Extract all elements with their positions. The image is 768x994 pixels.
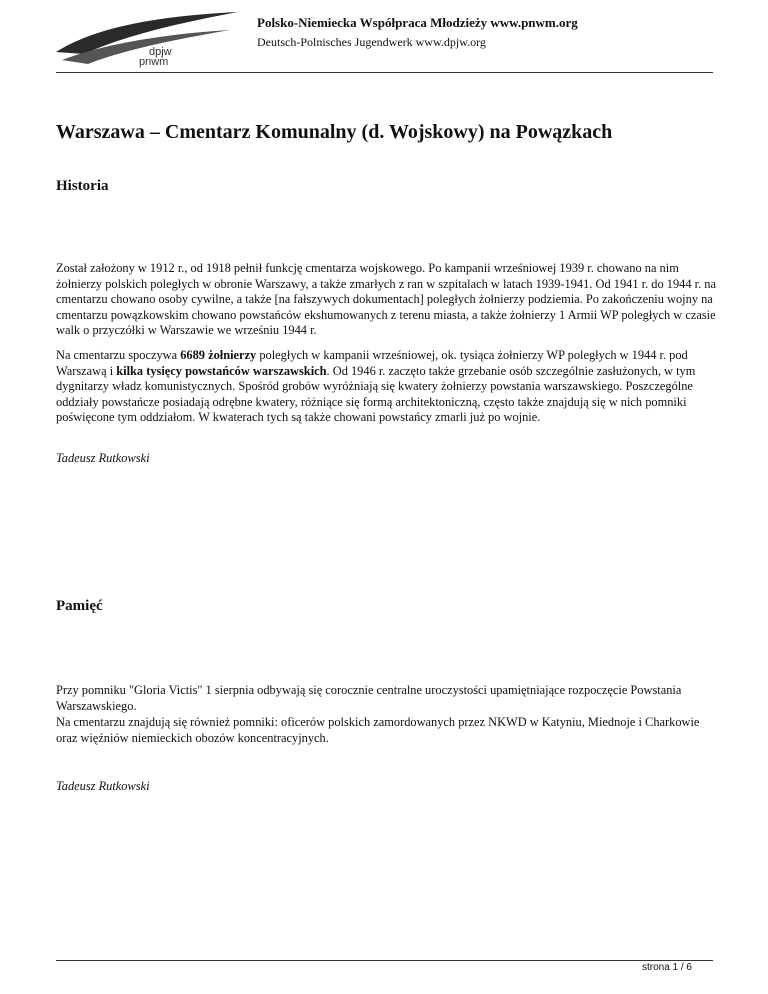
logo-text-dpjw: dpjw (149, 46, 172, 58)
header-title: Polsko-Niemiecka Współpraca Młodzieży www.pnwm.org (257, 15, 578, 30)
paragraph-history-2: Na cmentarzu spoczywa 6689 żołnierzy poległych w kampanii wrześniowej, ok. tysiąca żołnierzy WP poległych w 1944 r. pod Warszawą i kilka tysięcy powstańców warszawskich. Od 1946 r. zaczęto także grzebanie osób szczególnie zasłużonych, w tym dygnitarzy władz komunistycznych. Spośród grobów wyróżniają się kwatery żołnierzy powstania warszawskiego. Poszczególne oddziały powstańcze posiadają odrębne kwatery, różniące się formą architektoniczną, często także znajdują się w nich pomniki poświęcone tym oddziałom. W kwaterach tych są także chowani powstańcy zmarli już po wojnie. (56, 348, 696, 425)
page-title: Warszawa – Cmentarz Komunalny (d. Wojskowy) na Powązkach (56, 121, 613, 143)
logo-text-pnwm: pnwm (139, 56, 169, 68)
footer-divider (56, 960, 713, 961)
paragraph-history-1: Został założony w 1912 r., od 1918 pełnił funkcję cmentarza wojskowego. Po kampanii wrześniowej 1939 r. chowano na nim żołnierzy polskich poległych w obronie Warszawy, a także zmarłych z ran w szpitalach w latach 1939-1941. Od 1941 r. do 1944 r. na cmentarzu chowano osoby cywilne, a także [na fałszywych dokumentach] poległych żołnierzy podziemia. Po zakończeniu wojny na cmentarzu powązkowskim chowano powstańców ekshumowanych z terenu miasta, a także żołnierzy 1 Armii WP poległych w czasie walk o przyczółki w Warszawie we wrześniu 1944 r. (56, 261, 716, 338)
emphasis-insurgents: kilka tysięcy powstańców warszawskich (116, 363, 327, 378)
paragraph-memory-2: Na cmentarzu znajdują się również pomniki: oficerów polskich zamordowanych przez NKWD w Katyniu, Miednoje i Charkowie oraz więźniów niemieckich obozów koncentracyjnych. (56, 715, 700, 745)
author-signature: Tadeusz Rutkowski (56, 779, 150, 793)
section-heading-pamiec: Pamięć (56, 598, 103, 614)
page-number: strona 1 / 6 (641, 962, 692, 973)
paragraph-memory-1: Przy pomniku "Gloria Victis" 1 sierpnia odbywają się corocznie centralne uroczystości upamiętniające rozpoczęcie Powstania Warszawskiego. (56, 683, 682, 713)
header-divider (56, 72, 713, 73)
author-signature: Tadeusz Rutkowski (56, 451, 150, 465)
header-subtitle: Deutsch-Polnisches Jugendwerk www.dpjw.org (257, 35, 486, 49)
emphasis-soldiers-count: 6689 żołnierzy (180, 348, 257, 362)
logo (54, 8, 240, 70)
section-heading-historia: Historia (56, 178, 109, 194)
